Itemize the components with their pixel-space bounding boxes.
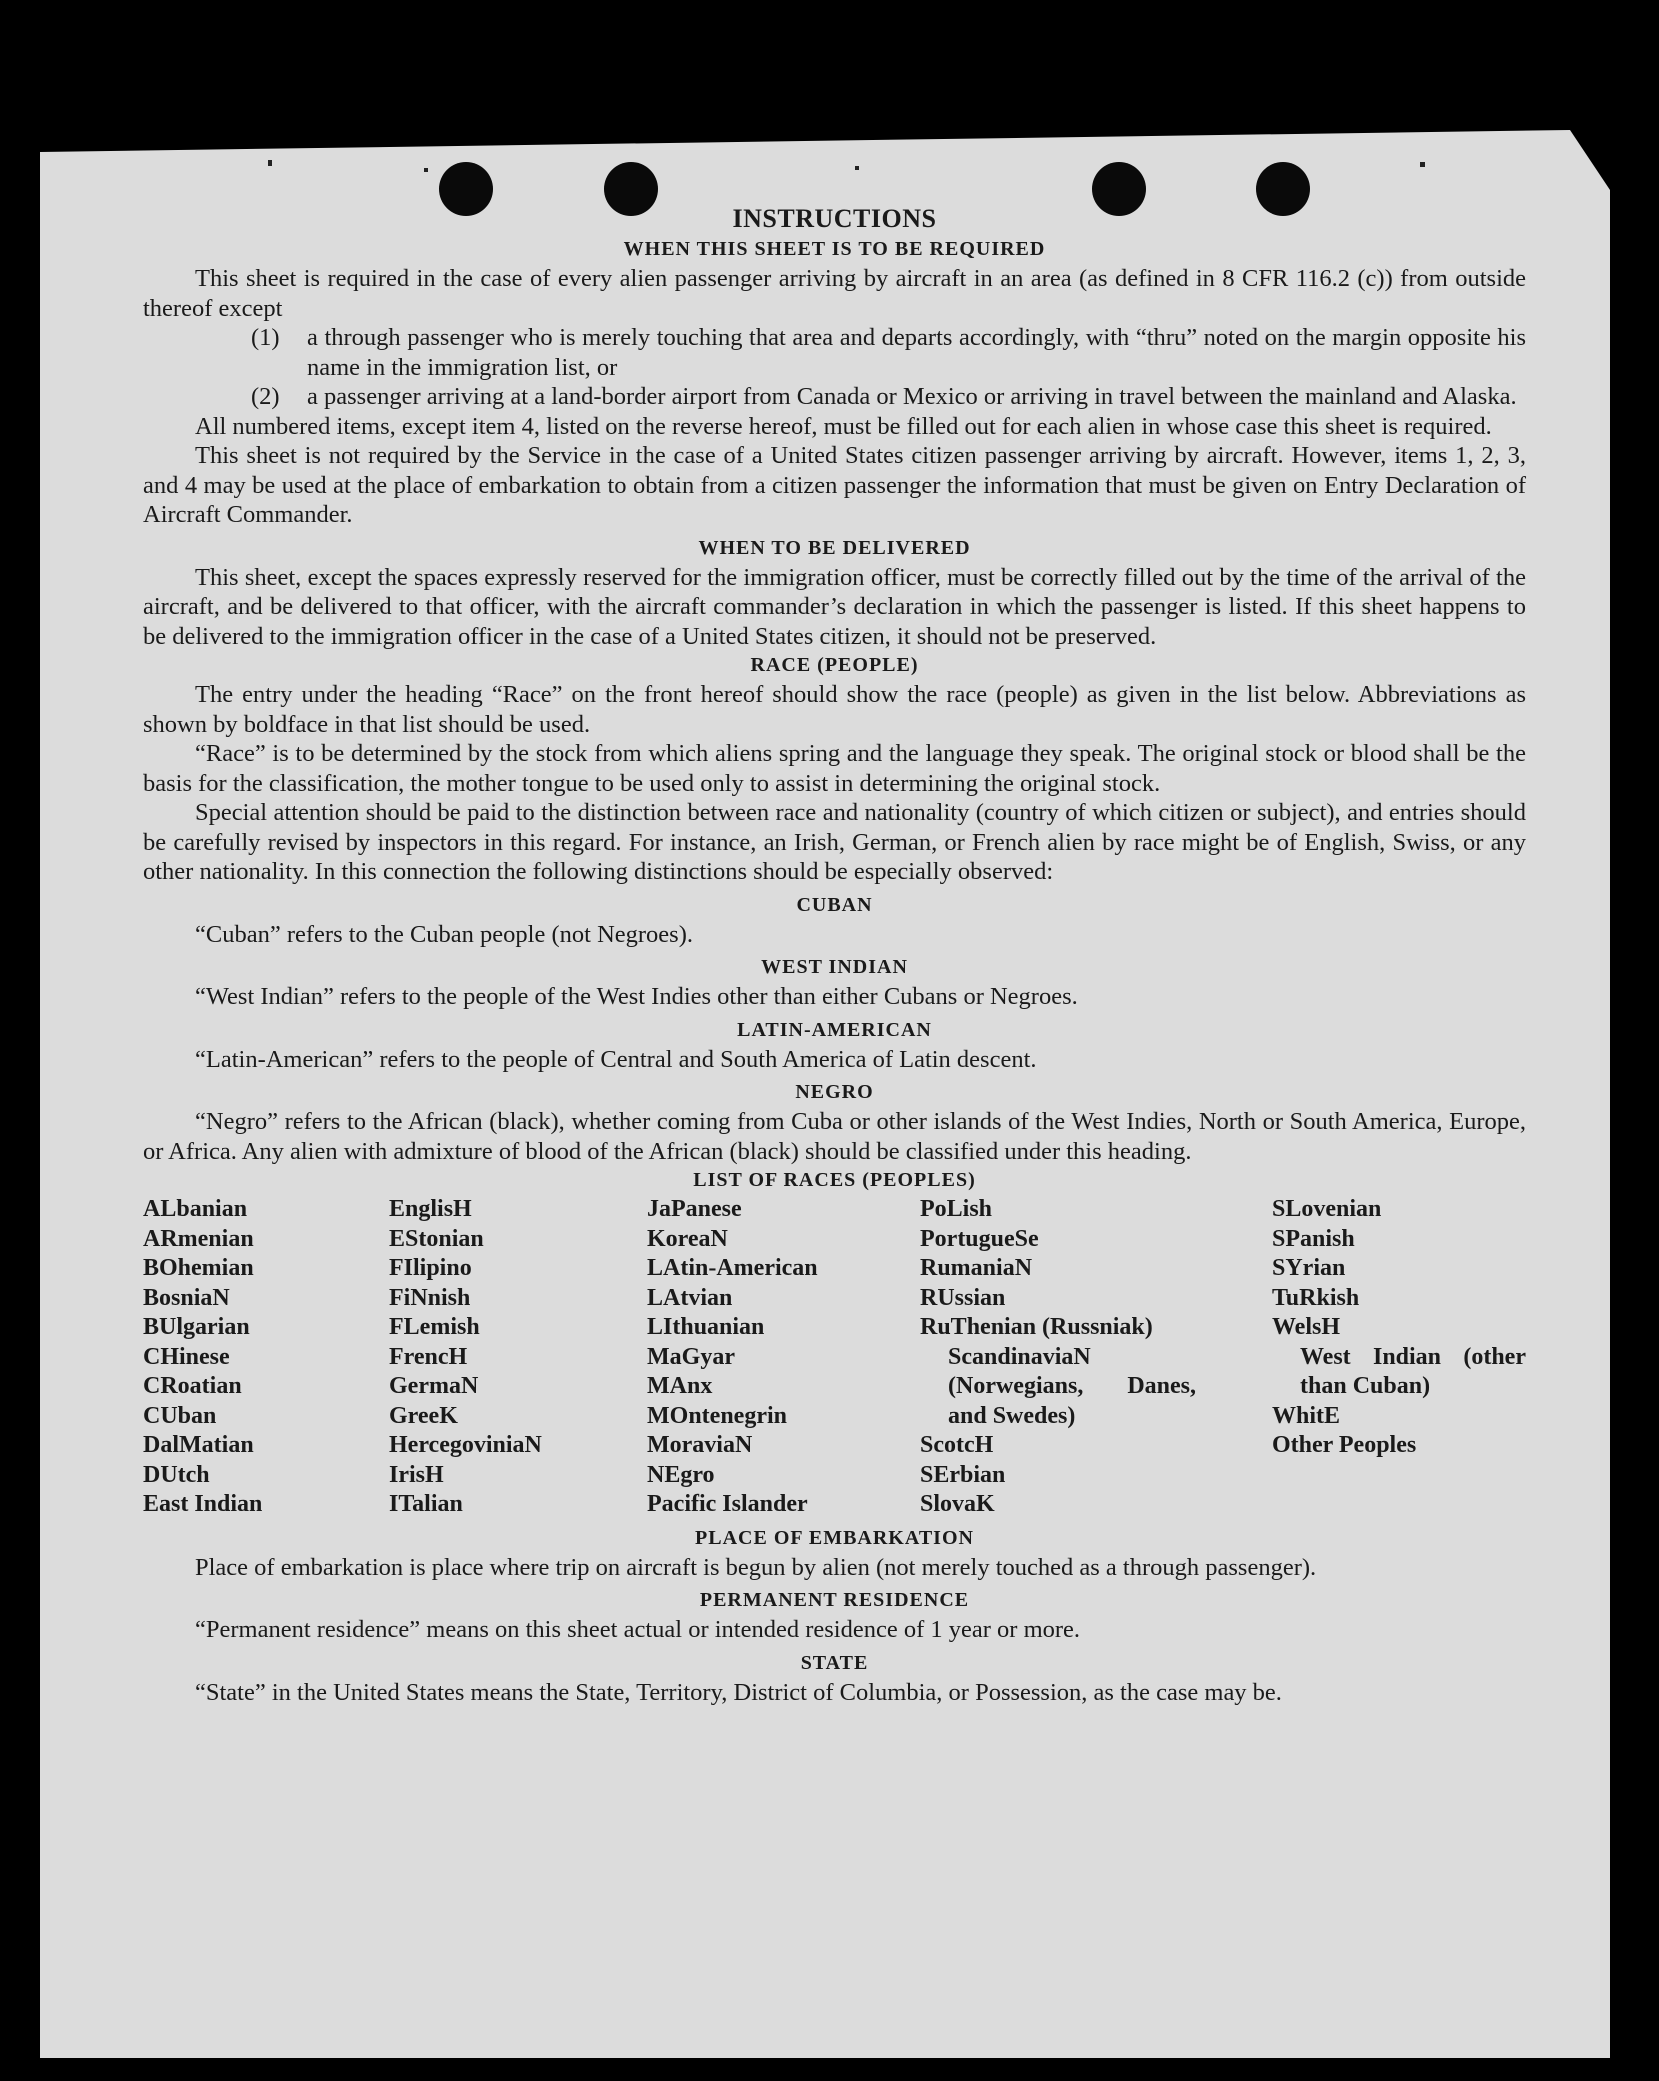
- race-entry: West Indian (other than Cuban): [1300, 1343, 1526, 1399]
- race-entry: BUlgarian: [143, 1314, 250, 1340]
- numbered-item: [251, 382, 1526, 412]
- race-entry: CUban: [143, 1402, 217, 1429]
- paragraph: This sheet is not required by the Service in the case of a United States citizen passenger arriving by aircraft. However, items 1, 2, 3, and 4 may be used at the place of embarkation to obtain from a citizen passenger the information that must be given on Entry Declaration of Aircraft Commander.: [143, 442, 1526, 528]
- race-entry: NEgro: [647, 1461, 715, 1488]
- section-heading-cuban: CUBAN: [796, 893, 873, 916]
- race-entry: FrencH: [389, 1343, 468, 1370]
- race-entry: ScotcH: [920, 1432, 994, 1458]
- race-entry: CHinese: [143, 1343, 230, 1370]
- paragraph: “Permanent residence” means on this sheet actual or intended residence of 1 year or more.: [195, 1616, 1081, 1643]
- paragraph: Special attention should be paid to the distinction between race and nationality (country of which citizen or subject), and entries should be carefully revised by inspectors in this regard. For instance, an Irish, German, or French alien by race might be of English, Swiss, or any other nationality. In this connection the following distinctions should be especially observed:: [143, 799, 1526, 885]
- item-text: a passenger arriving at a land-border airport from Canada or Mexico or arriving in travel between the mainland and Alaska.: [307, 383, 1517, 410]
- race-entry: RUssian: [920, 1284, 1006, 1311]
- race-entry: SPanish: [1272, 1225, 1355, 1252]
- race-entry: SlovaK: [920, 1491, 995, 1517]
- section-heading-latin-american: LATIN-AMERICAN: [737, 1018, 932, 1041]
- race-entry: MaGyar: [647, 1343, 735, 1370]
- race-entry: LIthuanian: [647, 1314, 765, 1340]
- race-entry: EnglisH: [389, 1196, 472, 1222]
- race-entry: ARmenian: [143, 1225, 254, 1252]
- race-entry: SLovenian: [1272, 1196, 1382, 1222]
- paragraph: “West Indian” refers to the people of the West Indies other than either Cubans or Negroes.: [195, 983, 1078, 1010]
- section-heading-race: RACE (PEOPLE): [750, 654, 919, 676]
- item-number: (1): [251, 324, 280, 351]
- races-column: [1272, 1195, 1526, 1520]
- paragraph: “Cuban” refers to the Cuban people (not Negroes).: [195, 920, 693, 948]
- race-entry: RuThenian (Russniak): [920, 1314, 1153, 1340]
- race-entry: DalMatian: [143, 1432, 254, 1458]
- race-entry: GermaN: [389, 1373, 479, 1399]
- section-heading-when-required: WHEN THIS SHEET IS TO BE REQUIRED: [623, 238, 1046, 260]
- race-entry: BOhemian: [143, 1255, 254, 1281]
- speck-mark: [424, 168, 428, 172]
- race-entry: ScandinaviaN (Norwegians, Danes, and Swedes): [948, 1343, 1196, 1429]
- paragraph: The entry under the heading “Race” on the front hereof should show the race (people) as given in the list below. Abbreviations as shown by boldface in that list should be used.: [143, 681, 1526, 738]
- race-entry: FIlipino: [389, 1255, 472, 1281]
- numbered-item: [251, 323, 1526, 382]
- race-entry: LAtvian: [647, 1284, 733, 1311]
- race-entry: FLemish: [389, 1314, 480, 1340]
- race-entry: JaPanese: [647, 1196, 742, 1222]
- race-entry: GreeK: [389, 1402, 458, 1429]
- race-entry: MOntenegrin: [647, 1402, 787, 1429]
- item-number: (2): [251, 383, 280, 410]
- race-entry: TuRkish: [1272, 1284, 1360, 1311]
- section-heading-when-delivered: WHEN TO BE DELIVERED: [698, 536, 971, 559]
- paragraph: This sheet is required in the case of every alien passenger arriving by aircraft in an area (as defined in 8 CFR 116.2 (c)) from outside thereof except: [143, 265, 1526, 322]
- race-entry: PortugueSe: [920, 1225, 1039, 1252]
- race-entry: BosniaN: [143, 1284, 230, 1311]
- speck-mark: [855, 166, 859, 170]
- section-heading-state: STATE: [800, 1651, 869, 1674]
- race-entry: LAtin-American: [647, 1255, 818, 1281]
- paragraph: This sheet, except the spaces expressly reserved for the immigration officer, must be correctly filled out by the time of the arrival of the aircraft, and be delivered to that officer, with the aircraft commander’s declaration in which the passenger is listed. If this sheet happens to be delivered to the immigration officer in the case of a United States citizen, it should not be preserved.: [143, 563, 1526, 650]
- item-text: a through passenger who is merely touching that area and departs accordingly, with “thru” noted on the margin opposite his name in the immigration list, or: [307, 324, 1526, 381]
- paragraph: Place of embarkation is place where trip on aircraft is begun by alien (not merely touched as a through passenger).: [195, 1553, 1317, 1581]
- race-entry: ITalian: [389, 1491, 463, 1517]
- race-entry: CRoatian: [143, 1373, 242, 1399]
- race-entry: MAnx: [647, 1373, 713, 1399]
- races-column: [389, 1195, 647, 1520]
- paragraph: “Latin-American” refers to the people of Central and South America of Latin descent.: [195, 1045, 1037, 1073]
- race-entry: SErbian: [920, 1461, 1006, 1488]
- section-heading-residence: PERMANENT RESIDENCE: [699, 1589, 970, 1611]
- instructions-content: [143, 203, 1526, 1707]
- race-entry: RumaniaN: [920, 1255, 1033, 1281]
- section-heading-embarkation: PLACE OF EMBARKATION: [695, 1526, 974, 1549]
- race-entry: EStonian: [389, 1225, 484, 1252]
- race-entry: PoLish: [920, 1196, 993, 1222]
- paragraph: All numbered items, except item 4, listed on the reverse hereof, must be filled out for each alien in whose case this sheet is required.: [195, 412, 1492, 440]
- paragraph: “Race” is to be determined by the stock from which aliens spring and the language they speak. The original stock or blood shall be the basis for the classification, the mother tongue to be used only to assist in determining the original stock.: [143, 740, 1526, 797]
- paragraph: “Negro” refers to the African (black), whether coming from Cuba or other islands of the West Indies, North or South America, Europe, or Africa. Any alien with admixture of blood of the African (black) should be classified under this heading.: [143, 1108, 1526, 1165]
- races-column: [920, 1195, 1196, 1520]
- race-entry: WelsH: [1272, 1314, 1341, 1340]
- speck-mark: [268, 160, 272, 166]
- race-entry: MoraviaN: [647, 1432, 753, 1458]
- race-entry: FiNnish: [389, 1284, 471, 1311]
- section-heading-west-indian: WEST INDIAN: [761, 956, 908, 978]
- race-entry: KoreaN: [647, 1225, 728, 1252]
- race-entry: ALbanian: [143, 1196, 248, 1222]
- race-entry: HercegoviniaN: [389, 1432, 542, 1458]
- section-heading-negro: NEGRO: [795, 1081, 874, 1103]
- race-entry: DUtch: [143, 1461, 210, 1488]
- races-list: [143, 1195, 1526, 1520]
- section-heading-races-list: LIST OF RACES (PEOPLES): [693, 1169, 976, 1191]
- race-entry: Other Peoples: [1272, 1432, 1417, 1458]
- speck-mark: [1420, 162, 1425, 167]
- race-entry: Pacific Islander: [647, 1491, 808, 1517]
- paragraph: “State” in the United States means the State, Territory, District of Columbia, or Possession, as the case may be.: [195, 1678, 1282, 1706]
- page-title: INSTRUCTIONS: [732, 204, 937, 233]
- race-entry: WhitE: [1272, 1402, 1341, 1429]
- races-column: [647, 1195, 920, 1520]
- race-entry: East Indian: [143, 1491, 263, 1517]
- race-entry: SYrian: [1272, 1255, 1346, 1281]
- race-entry: IrisH: [389, 1461, 444, 1488]
- races-column: [143, 1195, 389, 1520]
